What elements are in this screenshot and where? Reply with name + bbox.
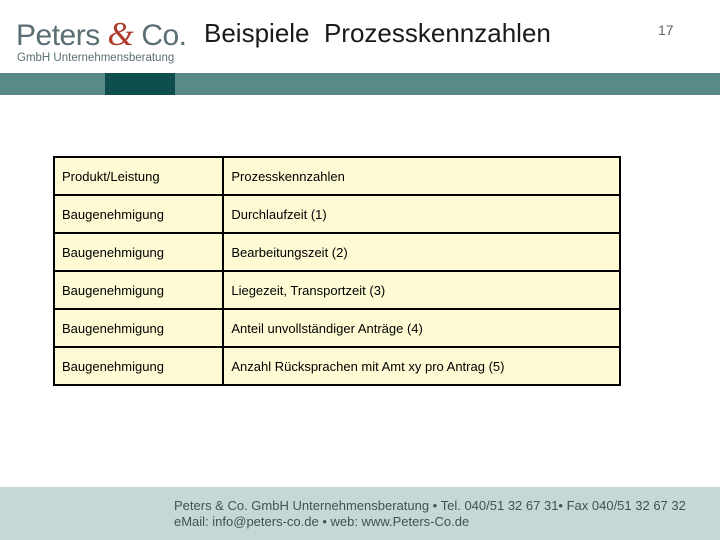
table-cell: Baugenehmigung xyxy=(54,271,223,309)
table-header-cell: Produkt/Leistung xyxy=(54,157,223,195)
table-header-row xyxy=(54,157,620,195)
table-row xyxy=(54,195,620,233)
table-row xyxy=(54,233,620,271)
company-logo xyxy=(14,14,187,66)
logo-wordmark xyxy=(16,18,187,53)
kennzahlen-table xyxy=(53,156,621,386)
footer-web-line: eMail: info@peters-co.de • web: www.Peters-Co.de xyxy=(174,514,470,529)
table-row xyxy=(54,309,620,347)
logo-subtitle: GmbH Unternehmensberatung xyxy=(17,52,175,64)
table-cell: Baugenehmigung xyxy=(54,195,223,233)
logo-text-peters: Peters xyxy=(16,19,108,52)
table-cell: Durchlaufzeit (1) xyxy=(223,195,620,233)
table-cell: Baugenehmigung xyxy=(54,309,223,347)
page-number: 17 xyxy=(658,22,674,38)
table-cell: Baugenehmigung xyxy=(54,233,223,271)
logo-text-co: Co. xyxy=(133,19,187,52)
table-row xyxy=(54,347,620,385)
table-header-cell: Prozesskennzahlen xyxy=(223,157,620,195)
footer-contact-line: Peters & Co. GmbH Unternehmensberatung • Tel. 040/51 32 67 31• Fax 040/51 32 67 32 xyxy=(174,498,686,513)
table-cell: Anzahl Rücksprachen mit Amt xy pro Antrag (5) xyxy=(223,347,620,385)
table-cell: Bearbeitungszeit (2) xyxy=(223,233,620,271)
table-cell: Baugenehmigung xyxy=(54,347,223,385)
table-cell: Liegezeit, Transportzeit (3) xyxy=(223,271,620,309)
table-cell: Anteil unvollständiger Anträge (4) xyxy=(223,309,620,347)
slide-title: Beispiele Prozesskennzahlen xyxy=(204,18,551,48)
table-row xyxy=(54,271,620,309)
logo-ampersand: & xyxy=(107,16,134,53)
header-bar-accent xyxy=(105,73,175,95)
